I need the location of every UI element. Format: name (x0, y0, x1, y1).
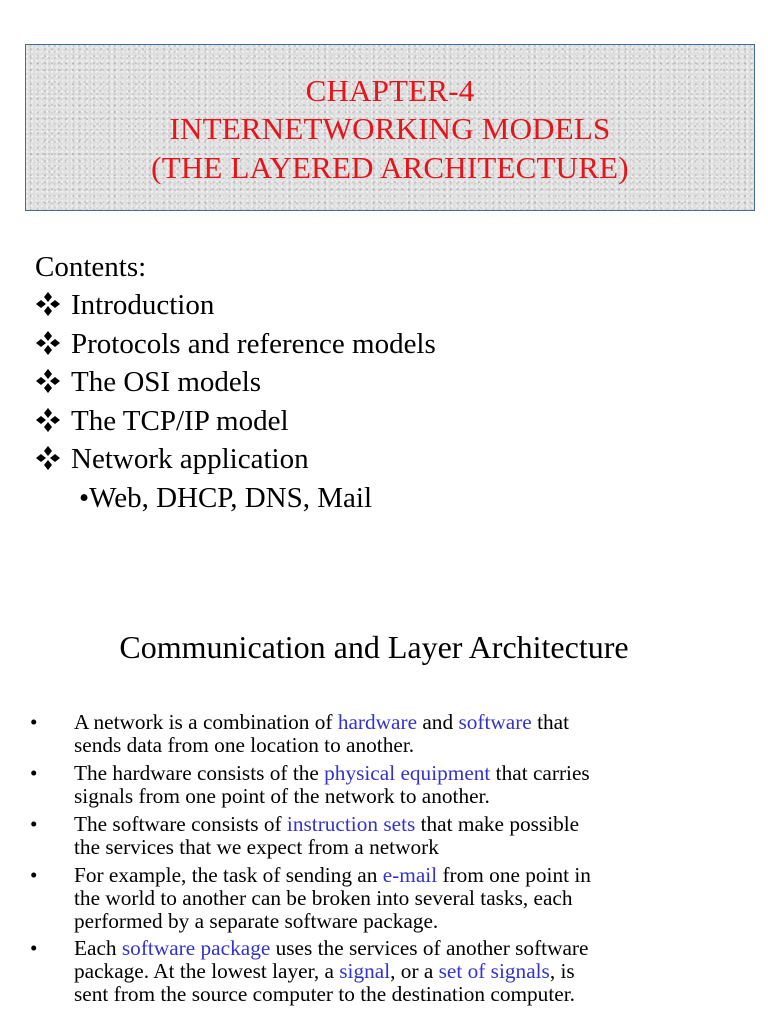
contents-sub-item-label: Web, DHCP, DNS, Mail (89, 482, 373, 514)
contents-item-label: Network application (71, 443, 309, 475)
bullet-dot: • (30, 812, 38, 836)
highlighted-term: software (458, 710, 532, 734)
highlighted-term: e-mail (382, 863, 438, 887)
title-banner (25, 44, 755, 211)
contents-item-label: The TCP/IP model (71, 405, 289, 437)
bullet-dot: • (30, 936, 38, 960)
text-line: the services that we expect from a network (74, 835, 439, 859)
contents-item (35, 325, 436, 363)
bullet-dot: • (30, 863, 38, 887)
highlighted-term: physical equipment (324, 761, 491, 785)
text-line: performed by a separate software package. (74, 909, 439, 933)
four-diamond-icon (35, 330, 61, 356)
contents-heading: Contents: (35, 251, 147, 283)
four-diamond-icon (35, 368, 61, 394)
text-run: The hardware consists of the (74, 761, 325, 785)
text-run: , is (549, 959, 575, 983)
text-run: that make possible (415, 812, 580, 836)
chapter-label: CHAPTER-4 (305, 73, 475, 108)
contents-item-label: Protocols and reference models (71, 328, 436, 360)
contents-item-label: Introduction (71, 289, 215, 321)
text-run: uses the services of another software (270, 936, 589, 960)
text-line: sends data from one location to another. (74, 733, 415, 757)
text-run: from one point in (437, 863, 591, 887)
bullet-dot: • (30, 710, 38, 734)
list-item-text (74, 937, 744, 1006)
text-run: that carries (490, 761, 590, 785)
contents-item (35, 402, 289, 440)
text-line: signals from one point of the network to another. (74, 784, 490, 808)
contents-item (35, 286, 214, 324)
four-diamond-icon (35, 291, 61, 317)
text-run: The software consists of (74, 812, 287, 836)
text-line: sent from the source computer to the destination computer. (74, 982, 575, 1006)
highlighted-term: hardware (337, 710, 418, 734)
list-item-text (74, 762, 744, 808)
four-diamond-icon (35, 407, 61, 433)
text-run: that (531, 710, 570, 734)
chapter-title: INTERNETWORKING MODELS (169, 111, 611, 146)
bullet-dot: • (79, 482, 90, 514)
contents-item (35, 363, 261, 401)
highlighted-term: instruction sets (286, 812, 416, 836)
contents-sub-item (79, 479, 372, 517)
text-run: package. At the lowest layer, a (74, 959, 340, 983)
text-line: the world to another can be broken into several tasks, each (74, 886, 573, 910)
text-run: A network is a combination of (74, 710, 338, 734)
highlighted-term: software package (121, 936, 271, 960)
contents-item-label: The OSI models (71, 366, 262, 398)
chapter-subtitle: (THE LAYERED ARCHITECTURE) (151, 150, 629, 185)
highlighted-term: set of signals (438, 959, 550, 983)
highlighted-term: signal (339, 959, 391, 983)
text-run: Each (74, 936, 122, 960)
text-run: For example, the task of sending an (74, 863, 383, 887)
list-item-text (74, 711, 744, 757)
four-diamond-icon (35, 445, 61, 471)
section-title: Communication and Layer Architecture (119, 629, 629, 665)
list-item-text (74, 864, 744, 933)
text-run: , or a (390, 959, 439, 983)
text-run: and (417, 710, 459, 734)
list-item-text (74, 813, 744, 859)
bullet-dot: • (30, 761, 38, 785)
contents-item (35, 440, 309, 478)
